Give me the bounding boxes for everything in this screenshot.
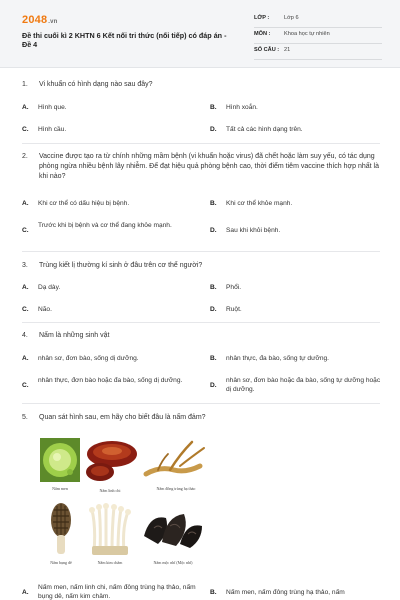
- question-5: [22, 413, 380, 423]
- wood-ear-image: [140, 506, 206, 552]
- question-number: 3.: [22, 262, 28, 269]
- question-text: Quan sát hình sau, em hãy cho biết đâu là nấm đảm?: [39, 414, 206, 421]
- question-text: Nấm là những sinh vật: [39, 332, 110, 339]
- meta-subject-value: Khoa học tự nhiên: [284, 31, 330, 37]
- exam-page: 2048.vn Đề thi cuối kì 2 KHTN 6 Kết nối tri thức (nối tiếp) có đáp án - Đề 4 LỚP : Lớp 6 MÔN : Khoa học tự nhiên SỐ CÂU : 21 1. Vi khuẩn có hình dạng nào sau đây? A. Hình que. B. Hình xoắn. C. Hình cầu. D. Tất cả các hình dạng trên. 2. Vaccine được tạo ra từ chính những mầm bệnh (vi khuẩn hoặc virus) đã chết hoặc làm suy yếu, có tác dụng phòng ngừa nhiều bệnh lây nhiễm. Để đạt hiệu quả phòng bệnh cao, thời điểm tiêm vaccine thích hợp nhất là khi nào? A. Khi cơ thể có dấu hiệu bị bệnh. B. Khi cơ thể khỏe mạnh. C. Trước khi bị bệnh và cơ thể đang khỏe mạnh. D. Sau khi khỏi bệnh. 3. Trùng kiết lị thường kí sinh ở đâu trên cơ thể người? A. Dạ dày. B. Phổi. C. Não. D. Ruột. 4. Nấm là những sinh vật A. nhân sơ, đơn bào, sống dị dưỡng. B. nhân thực, đa bào, sống tự dưỡng. C. nhân thực, đơn bào hoặc đa bào, sống dị dưỡng. D. nhân sơ, đơn bào hoặc đa bào, sống tự dưỡng hoặc dị dưỡng. 5. Quan sát hình sau, em hãy cho biết đâu là nấm đảm? Nấm men Nấm linh chi Nấm đông trùng hạ thảo Nấm bụng dê Nấm kim châm Nấm mộc nhĩ (Mộc nhĩ) A. Nấm men, nấm linh chi, nấm đông trùng hạ thảo, nấm bụng dê, nấm kim châm. B. Nấm men, nấm đông trùng hạ thảo, nấm: [0, 0, 400, 600]
- question-3: [22, 261, 380, 271]
- question-number: 1.: [22, 81, 28, 88]
- question-number: 4.: [22, 332, 28, 339]
- divider: [22, 143, 380, 144]
- question-2: [22, 152, 380, 182]
- image-caption: Nấm mộc nhĩ (Mộc nhĩ): [153, 560, 193, 565]
- question-text: Trùng kiết lị thường kí sinh ở đâu trên cơ thể người?: [39, 262, 203, 269]
- image-caption: Nấm kim châm: [97, 560, 123, 565]
- question-4: [22, 331, 380, 341]
- question-text: Vi khuẩn có hình dạng nào sau đây?: [39, 81, 153, 88]
- meta-count-value: 21: [284, 47, 291, 53]
- lingzhi-image: [82, 438, 138, 486]
- image-caption: Nấm đông trùng hạ thảo: [156, 486, 196, 491]
- meta-count-label: SỐ CÂU :: [254, 47, 280, 53]
- meta-subject-label: MÔN :: [254, 31, 271, 37]
- cordyceps-image: [140, 436, 212, 482]
- meta-class-label: LỚP :: [254, 15, 270, 21]
- page-header: [0, 0, 400, 68]
- enoki-image: [86, 502, 134, 556]
- question-number: 2.: [22, 153, 28, 160]
- meta-class-value: Lớp 6: [284, 15, 299, 21]
- site-logo[interactable]: 2048.vn: [22, 14, 58, 26]
- morel-image: [46, 502, 76, 556]
- divider: [22, 251, 380, 252]
- exam-title: Đề thi cuối kì 2 KHTN 6 Kết nối tri thức (nối tiếp) có đáp án - Đề 4: [22, 31, 227, 49]
- divider: [22, 403, 380, 404]
- divider: [22, 322, 380, 323]
- meta-count: [254, 44, 382, 60]
- image-caption: Nấm linh chi: [99, 488, 121, 493]
- question-number: 5.: [22, 414, 28, 421]
- question-1: [22, 80, 380, 90]
- image-caption: Nấm bụng dê: [50, 560, 72, 565]
- question-text: Vaccine được tạo ra từ chính những mầm bệnh (vi khuẩn hoặc virus) đã chết hoặc làm suy yếu, có tác dụng phòng ngừa nhiều bệnh lây nhiễm. Để đạt hiệu quả phòng bệnh cao, thời điểm tiêm vaccine thích hợp nhất là khi nào?: [39, 153, 379, 180]
- yeast-image: [40, 438, 80, 482]
- image-caption: Nấm men: [52, 486, 68, 491]
- meta-class: [254, 12, 382, 28]
- meta-subject: [254, 28, 382, 44]
